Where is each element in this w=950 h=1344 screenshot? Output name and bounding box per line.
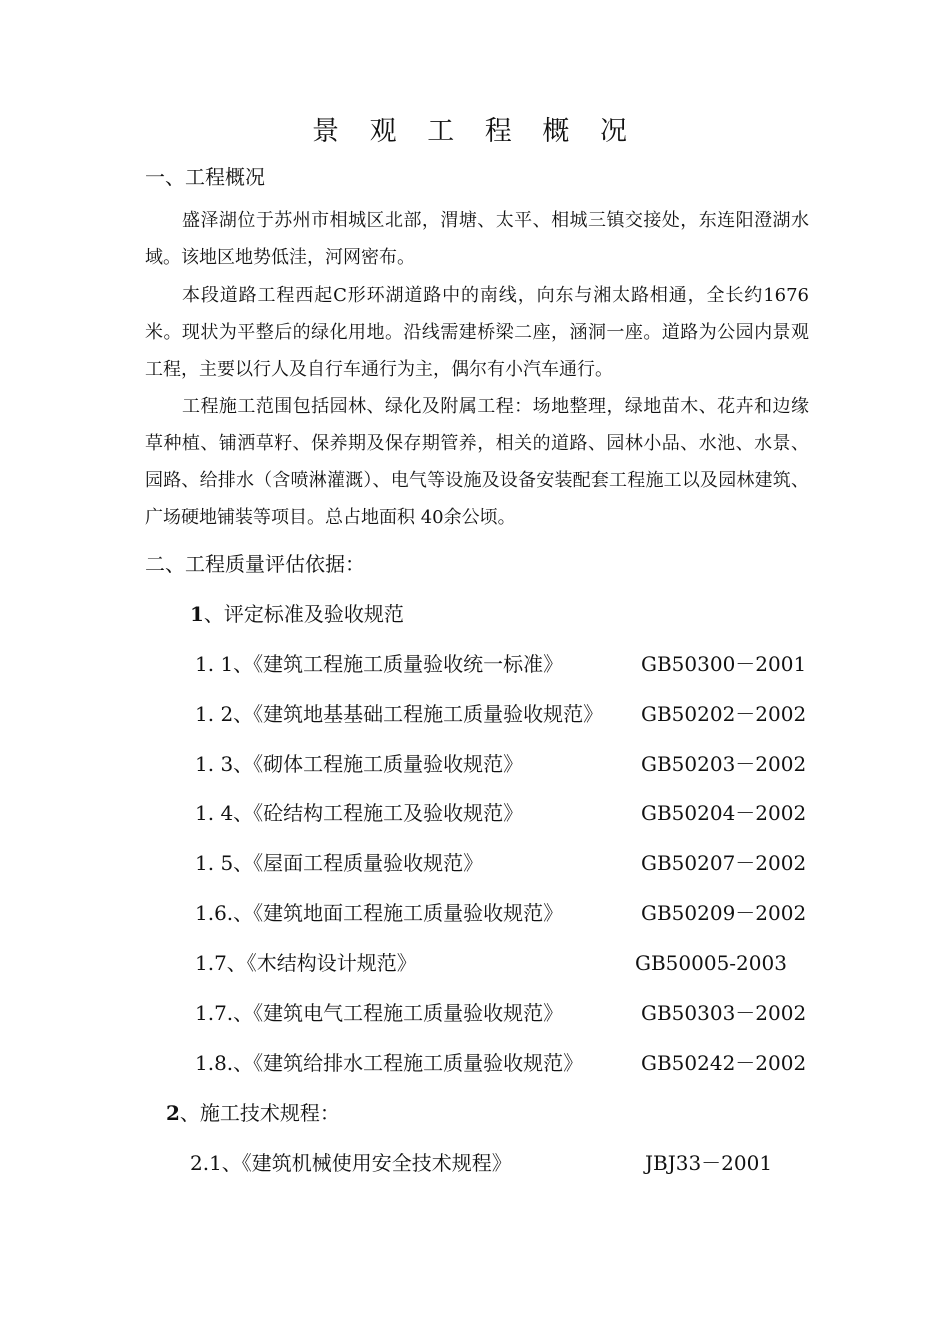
standard-item [195,1048,815,1078]
section-heading-basis: 二、工程质量评估依据： [145,552,365,576]
standard-item [195,749,815,779]
section-heading-overview: 一、工程概况 [145,165,265,189]
paragraph-location: 盛泽湖位于苏州市相城区北部，渭塘、太平、相城三镇交接处，东连阳澄湖水域。该地区地势低洼，河网密布。 [145,210,809,268]
subsection-number: 1 [190,602,204,626]
paragraph-road: 本段道路工程西起C形环湖道路中的南线，向东与湘太路相通，全长约1676米。现状为平整后的绿化用地。沿线需建桥梁二座，涵洞一座。道路为公园内景观工程，主要以行人及自行车通行为主，偶尔有小汽车通行。 [145,285,809,380]
standard-code: GB50242－2002 [641,1051,807,1075]
standard-item [195,798,815,828]
standard-item [195,649,815,679]
subsection-number: 2 [166,1101,180,1125]
standard-code: GB50303－2002 [641,1001,807,1025]
standard-name: 1.7、《木结构设计规范》 [195,951,417,975]
standard-item [195,948,815,978]
subsection-heading-standards [190,599,404,629]
standard-code: GB50005-2003 [635,951,787,975]
standard-code: GB50204－2002 [641,801,807,825]
standard-name: 1.7.、《建筑电气工程施工质量验收规范》 [195,1001,564,1025]
standard-code: GB50207－2002 [641,851,807,875]
standard-name: 1. 5、《屋面工程质量验收规范》 [195,851,484,875]
subsection-label: 、施工技术规程： [179,1101,340,1125]
standard-code: GB50202－2002 [641,702,807,726]
standard-item [195,998,815,1028]
regulation-item [190,1148,810,1178]
standard-item [195,699,815,729]
regulation-code: JBJ33－2001 [645,1151,773,1175]
standard-name: 1. 2、《建筑地基基础工程施工质量验收规范》 [195,702,604,726]
standard-code: GB50300－2001 [641,652,807,676]
standard-name: 1. 3、《砌体工程施工质量验收规范》 [195,752,524,776]
standard-name: 1.6.、《建筑地面工程施工质量验收规范》 [195,901,564,925]
standard-code: GB50209－2002 [641,901,807,925]
subsection-heading-technical [166,1098,340,1128]
standard-name: 1. 4、《砼结构工程施工及验收规范》 [195,801,524,825]
standard-name: 1.8.、《建筑给排水工程施工质量验收规范》 [195,1051,584,1075]
standard-name: 1. 1、《建筑工程施工质量验收统一标准》 [195,652,564,676]
subsection-label: 、评定标准及验收规范 [203,602,404,626]
document-title: 景 观 工 程 概 况 [312,116,638,147]
standard-item [195,898,815,928]
paragraph-scope: 工程施工范围包括园林、绿化及附属工程：场地整理，绿地苗木、花卉和边缘草种植、铺洒草籽、保养期及保存期管养，相关的道路、园林小品、水池、水景、园路、给排水（含喷淋灌溉）、电气等设施及设备安装配套工程施工以及园林建筑、广场硬地铺装等项目。总占地面积 40余公顷。 [145,396,809,528]
regulation-name: 2.1、《建筑机械使用安全技术规程》 [190,1151,512,1175]
standard-code: GB50203－2002 [641,752,807,776]
standard-item [195,848,815,878]
